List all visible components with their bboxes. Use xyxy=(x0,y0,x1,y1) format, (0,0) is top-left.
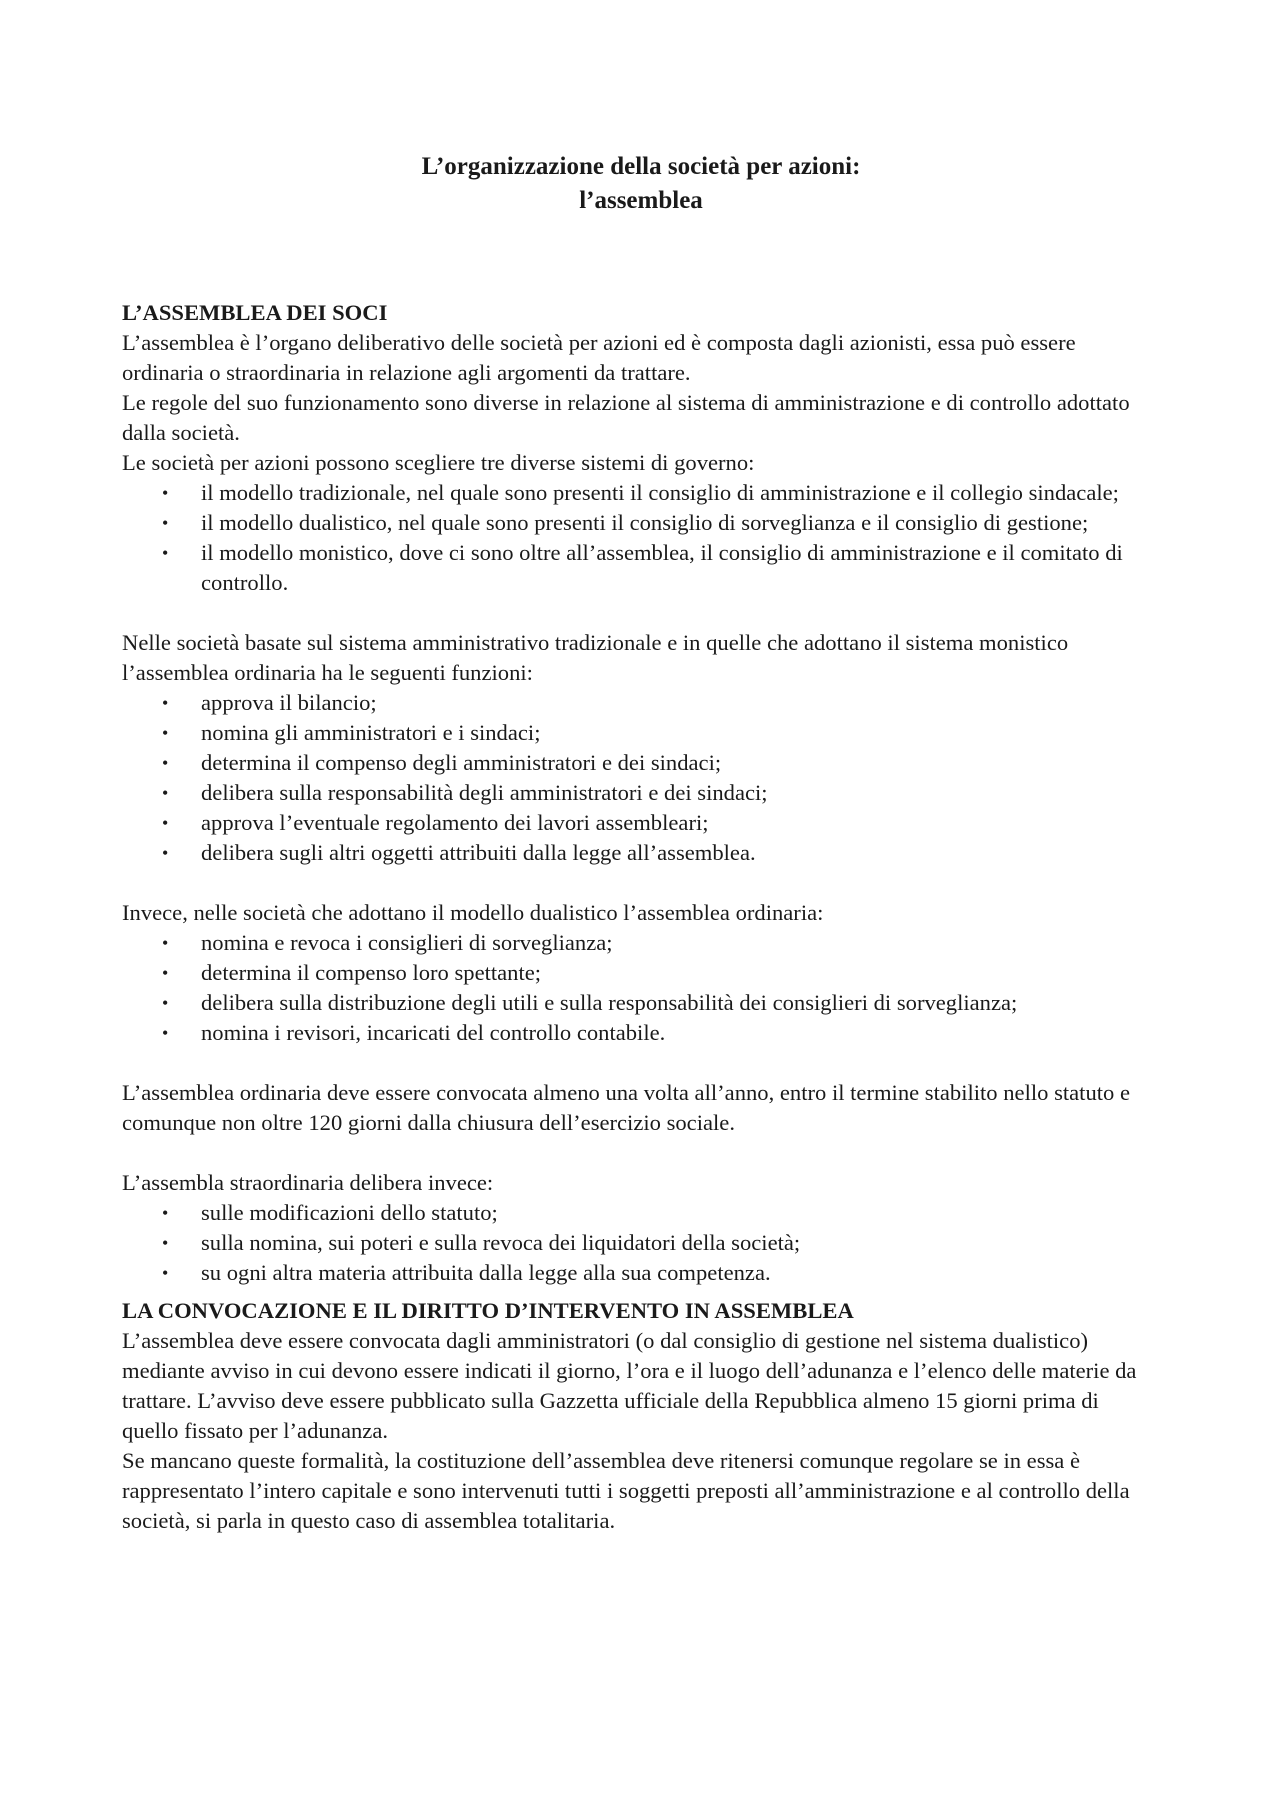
title-line-2: l’assemblea xyxy=(579,187,703,214)
ordinary-functions-list xyxy=(122,688,1160,868)
list-item: • determina il compenso degli amministratori e dei sindaci; xyxy=(122,748,1160,778)
list-item: • il modello monistico, dove ci sono oltre all’assemblea, il consiglio di amministrazione e il comitato di controllo. xyxy=(162,540,1123,595)
bullet-icon: • xyxy=(162,843,169,863)
dualistic-functions-list xyxy=(122,928,1160,1048)
section-heading: L’ASSEMBLEA DEI SOCI xyxy=(122,300,388,325)
extraordinary-functions-list xyxy=(122,1198,1160,1288)
list-item: • su ogni altra materia attribuita dalla legge alla sua competenza. xyxy=(122,1258,1160,1288)
paragraph: L’assemblea deve essere convocata dagli amministratori (o dal consiglio di gestione nel sistema dualistico) mediante avviso in cui devono essere indicati il giorno, l’ora e il luogo dell’adunanza e l’elenco delle materie da trattare. L’avviso deve essere pubblicato sulla Gazzetta ufficiale della Repubblica almeno 15 giorni prima di quello fissato per l’adunanza. xyxy=(122,1328,1137,1443)
bullet-icon: • xyxy=(162,933,169,953)
paragraph: Le regole del suo funzionamento sono diverse in relazione al sistema di amministrazione e di controllo adottato dalla società. xyxy=(122,390,1130,445)
bullet-icon: • xyxy=(162,513,169,533)
title-line-1: L’organizzazione della società per azioni: xyxy=(421,153,861,180)
bullet-icon: • xyxy=(162,483,169,503)
paragraph: L’assemblea ordinaria deve essere convocata almeno una volta all’anno, entro il termine stabilito nello statuto e comunque non oltre 120 giorni dalla chiusura dell’esercizio sociale. xyxy=(122,1080,1131,1135)
paragraph: L’assembla straordinaria delibera invece: xyxy=(122,1170,494,1195)
section-assemblea-dei-soci xyxy=(122,298,1160,1288)
paragraph: Invece, nelle società che adottano il modello dualistico l’assemblea ordinaria: xyxy=(122,900,824,925)
list-item: • delibera sugli altri oggetti attribuiti dalla legge all’assemblea. xyxy=(122,838,1160,868)
bullet-icon: • xyxy=(162,543,169,563)
governance-models-list xyxy=(122,478,1160,598)
document-title xyxy=(122,150,1160,218)
bullet-icon: • xyxy=(162,993,169,1013)
bullet-icon: • xyxy=(162,783,169,803)
list-item: • nomina e revoca i consiglieri di sorveglianza; xyxy=(122,928,1160,958)
list-item: • il modello tradizionale, nel quale sono presenti il consiglio di amministrazione e il collegio sindacale; xyxy=(122,478,1160,508)
paragraph: Se mancano queste formalità, la costituzione dell’assemblea deve ritenersi comunque regolare se in essa è rappresentato l’intero capitale e sono intervenuti tutti i soggetti preposti all’amministrazione e al controllo della società, si parla in questo caso di assemblea totalitaria. xyxy=(122,1448,1130,1533)
list-item: • determina il compenso loro spettante; xyxy=(122,958,1160,988)
paragraph: L’assemblea è l’organo deliberativo delle società per azioni ed è composta dagli azionisti, essa può essere ordinaria o straordinaria in relazione agli argomenti da trattare. xyxy=(122,330,1076,385)
bullet-icon: • xyxy=(162,1233,169,1253)
list-item: • il modello dualistico, nel quale sono presenti il consiglio di sorveglianza e il consiglio di gestione; xyxy=(122,508,1160,538)
bullet-icon: • xyxy=(162,723,169,743)
list-item: • nomina gli amministratori e i sindaci; xyxy=(122,718,1160,748)
paragraph: Nelle società basate sul sistema amministrativo tradizionale e in quelle che adottano il sistema monistico l’assemblea ordinaria ha le seguenti funzioni: xyxy=(122,630,1069,685)
bullet-icon: • xyxy=(162,693,169,713)
list-item: • delibera sulla responsabilità degli amministratori e dei sindaci; xyxy=(122,778,1160,808)
list-item: • approva l’eventuale regolamento dei lavori assembleari; xyxy=(122,808,1160,838)
bullet-icon: • xyxy=(162,1023,169,1043)
list-item: • sulla nomina, sui poteri e sulla revoca dei liquidatori della società; xyxy=(122,1228,1160,1258)
list-item: • delibera sulla distribuzione degli utili e sulla responsabilità dei consiglieri di sorveglianza; xyxy=(122,988,1160,1018)
bullet-icon: • xyxy=(162,753,169,773)
bullet-icon: • xyxy=(162,1203,169,1223)
paragraph: Le società per azioni possono scegliere tre diverse sistemi di governo: xyxy=(122,450,755,475)
bullet-icon: • xyxy=(162,963,169,983)
list-item: • sulle modificazioni dello statuto; xyxy=(122,1198,1160,1228)
section-convocazione xyxy=(122,1296,1160,1536)
list-item: • approva il bilancio; xyxy=(122,688,1160,718)
bullet-icon: • xyxy=(162,1263,169,1283)
section-heading: LA CONVOCAZIONE E IL DIRITTO D’INTERVENTO IN ASSEMBLEA xyxy=(122,1298,854,1323)
list-item: • nomina i revisori, incaricati del controllo contabile. xyxy=(122,1018,1160,1048)
bullet-icon: • xyxy=(162,813,169,833)
